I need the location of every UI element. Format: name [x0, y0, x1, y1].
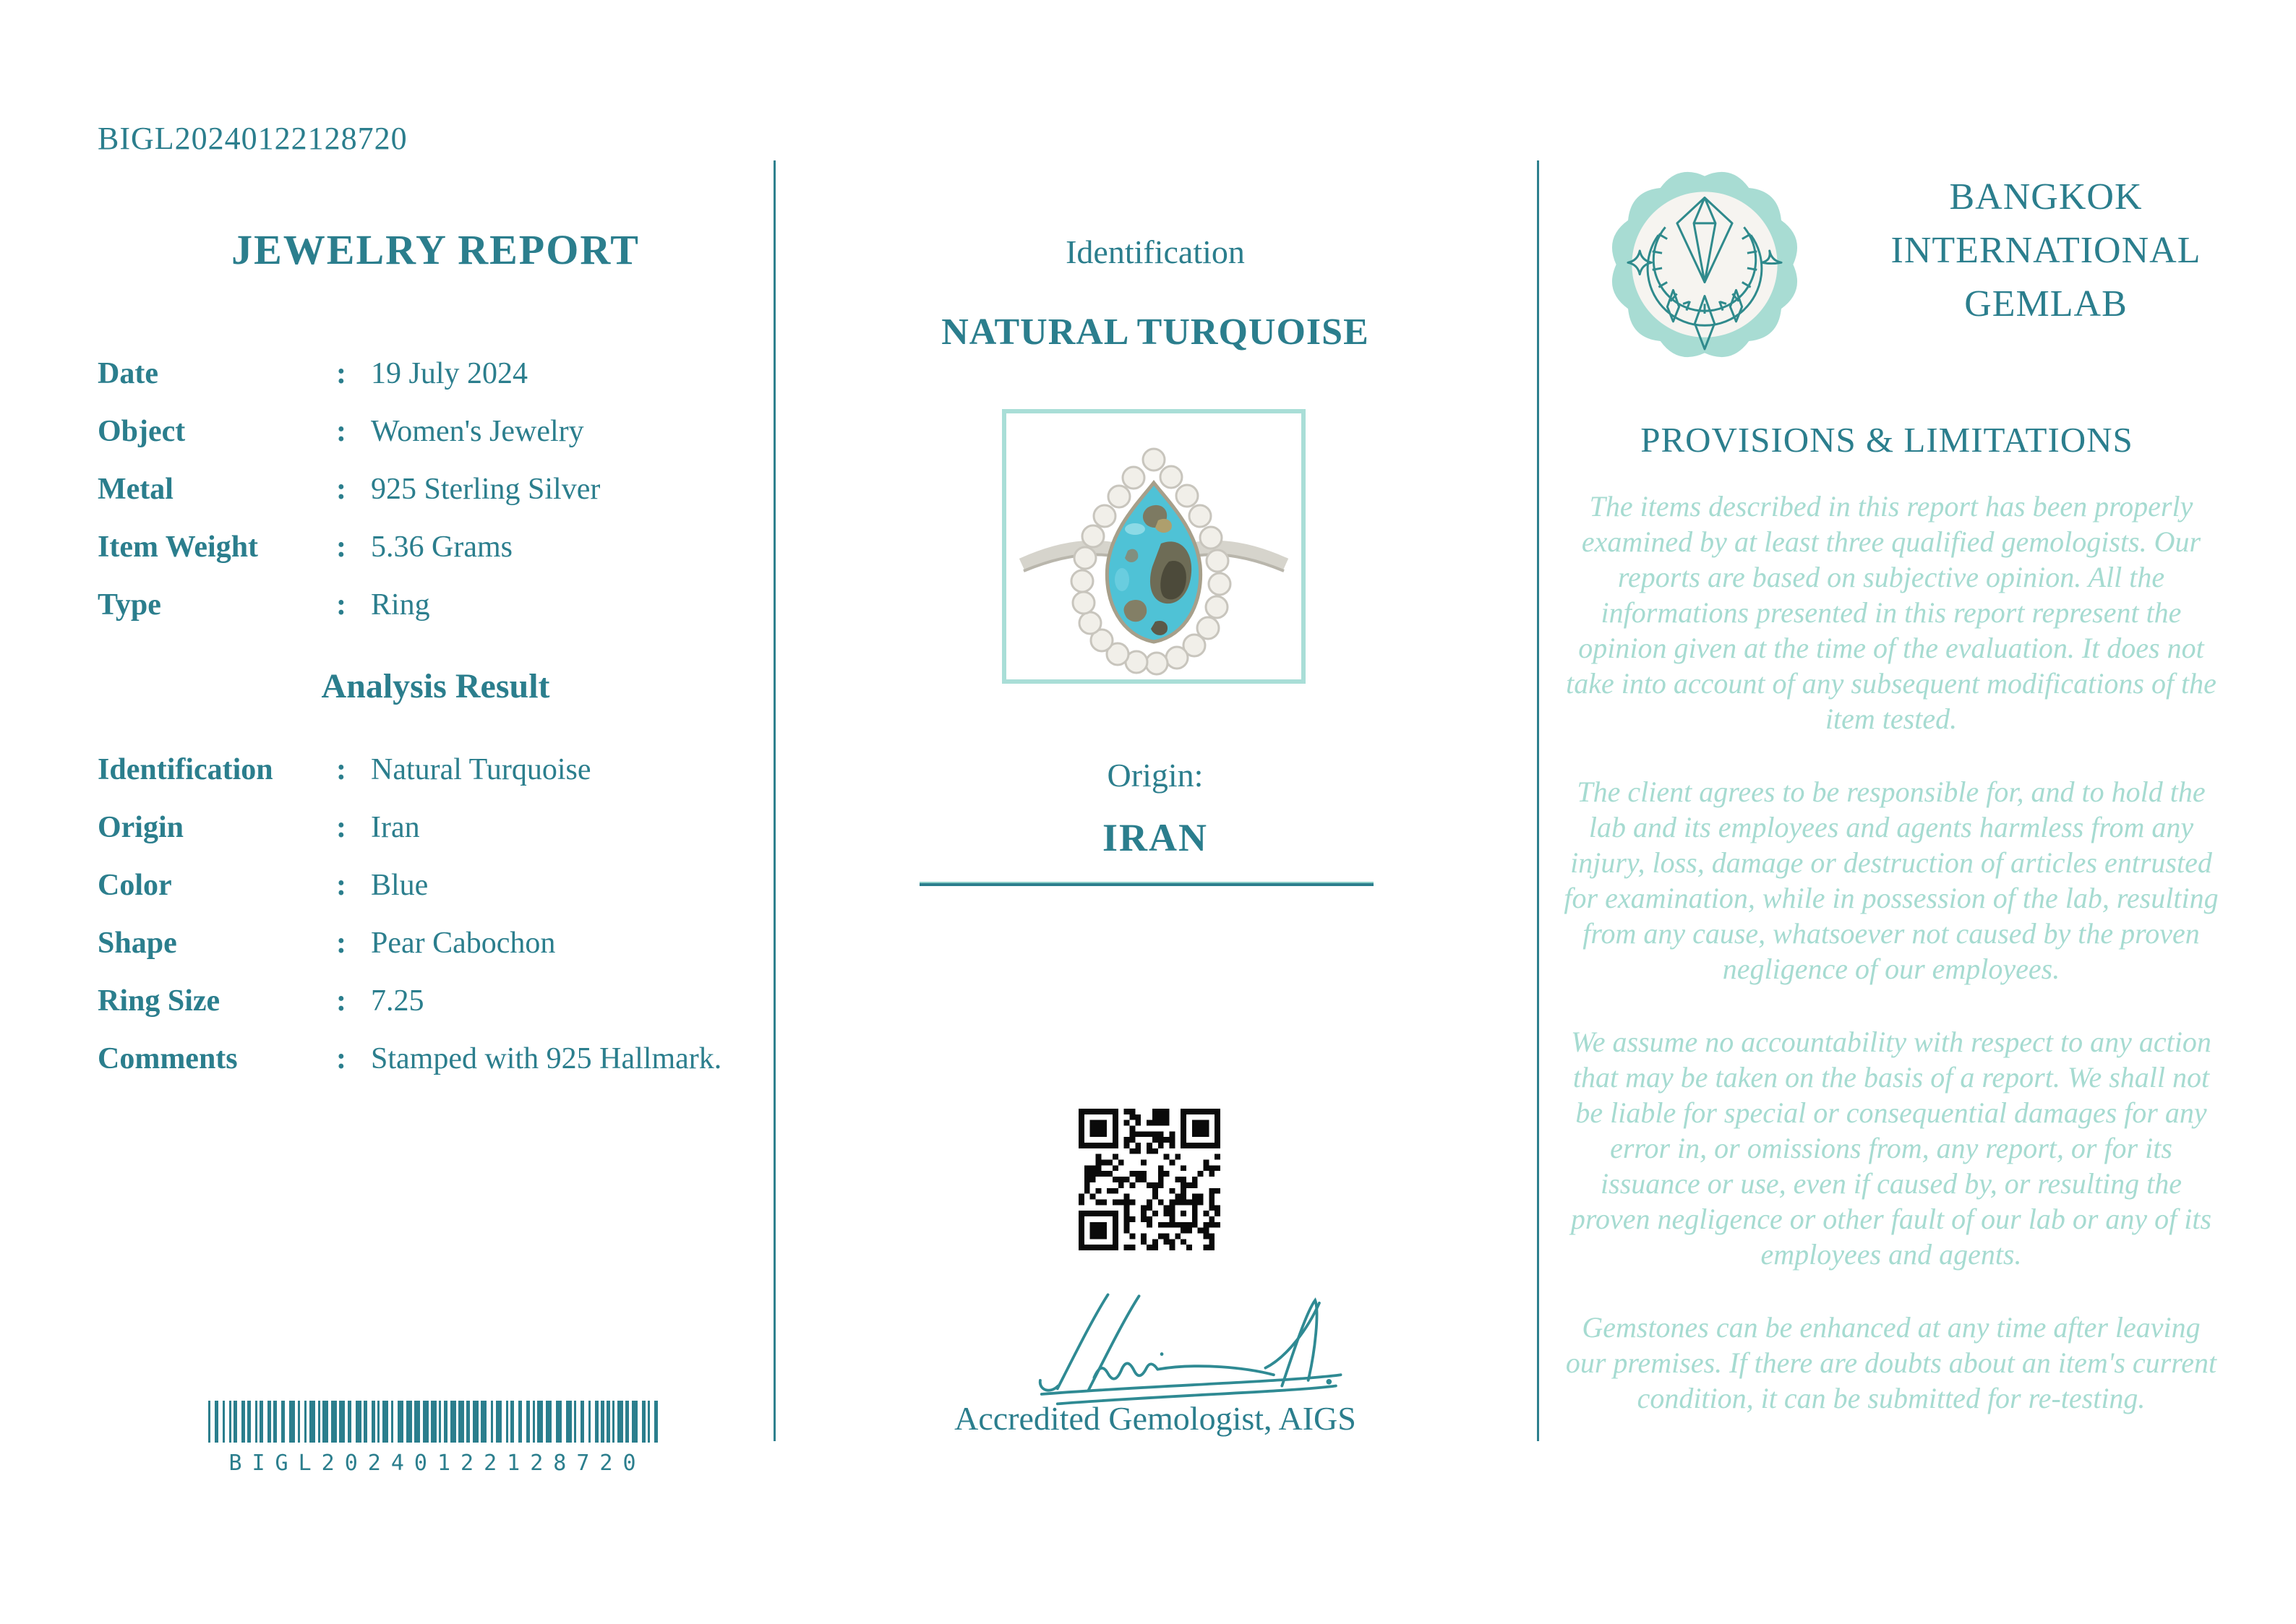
provisions-paragraph: The items described in this report has been properly examined by at least three qualified gemologists. Our reports are based on subjective opinion. All the informations presented in this report represent the opinion given at the time of the evaluation. It does not take into account of any subsequent modifications of the item tested. — [1566, 490, 2216, 735]
gemologist-signature — [983, 1285, 1374, 1409]
detail-row: Type : Ring — [98, 588, 430, 622]
qr-code-icon — [1079, 1109, 1220, 1250]
jewelry-photo — [1002, 409, 1306, 684]
barcode-text: BIGL20240122128720 — [228, 1451, 646, 1476]
qr-code — [1079, 1109, 1220, 1250]
analysis-row: Shape : Pear Cabochon — [98, 927, 556, 960]
turquoise-ring-image — [1006, 413, 1301, 679]
lab-name — [1865, 171, 2227, 331]
lab-name-line: GEMLAB — [1964, 283, 2128, 325]
certificate-number: BIGL20240122128720 — [98, 121, 408, 156]
identification-heading: Identification — [1066, 233, 1245, 270]
report-details — [98, 356, 774, 645]
origin-underline — [920, 882, 1374, 886]
detail-row: Date : 19 July 2024 — [98, 357, 528, 390]
analysis-row: Origin : Iran — [98, 811, 420, 844]
detail-row: Object : Women's Jewelry — [98, 415, 584, 448]
origin-value: IRAN — [1102, 816, 1208, 859]
analysis-row: Color : Blue — [98, 869, 429, 902]
lab-name-line: INTERNATIONAL — [1890, 230, 2201, 271]
provisions-paragraph: The client agrees to be responsible for, and to hold the lab and its employees and agents harmless from any injury, loss, damage or destruction of articles entrusted for examination, while in possession of the lab, resulting from any cause, whatsoever not caused by the proven negligence of our employees. — [1564, 776, 2219, 985]
provisions-paragraph: We assume no accountability with respect to any action that may be taken on the basis of a report. We shall not be liable for special or consequential damages for any error in, or omissions from, any report, or for its issuance or use, even if caused by, or resulting the proven negligence or other fault of our lab or any of its employees and agents. — [1570, 1026, 2212, 1271]
provisions-paragraph: Gemstones can be enhanced at any time after leaving our premises. If there are doubts about an item's current condition, it can be submitted for re-testing. — [1565, 1311, 2217, 1414]
report-title: JEWELRY REPORT — [231, 226, 640, 273]
barcode-bars-icon — [208, 1401, 667, 1443]
detail-row: Item Weight : 5.36 Grams — [98, 530, 513, 564]
analysis-row: Identification : Natural Turquoise — [98, 753, 591, 786]
analysis-row: Comments : Stamped with 925 Hallmark. — [98, 1042, 722, 1075]
stone-name: NATURAL TURQUOISE — [941, 312, 1369, 353]
barcode — [208, 1401, 667, 1476]
signer-title: Accredited Gemologist, AIGS — [954, 1400, 1356, 1437]
column-divider-right — [1537, 160, 1539, 1441]
origin-label: Origin: — [1107, 757, 1204, 794]
analysis-row: Ring Size : 7.25 — [98, 984, 424, 1018]
lab-logo — [1606, 166, 1803, 363]
analysis-title: Analysis Result — [321, 667, 550, 705]
analysis-results — [98, 752, 774, 1099]
provisions-text — [1560, 489, 2222, 1453]
lab-name-line: BANGKOK — [1949, 176, 2143, 218]
provisions-title: PROVISIONS & LIMITATIONS — [1640, 420, 2133, 460]
gem-necklace-seal-icon — [1606, 166, 1803, 363]
detail-row: Metal : 925 Sterling Silver — [98, 473, 601, 506]
signature-icon — [983, 1285, 1374, 1409]
